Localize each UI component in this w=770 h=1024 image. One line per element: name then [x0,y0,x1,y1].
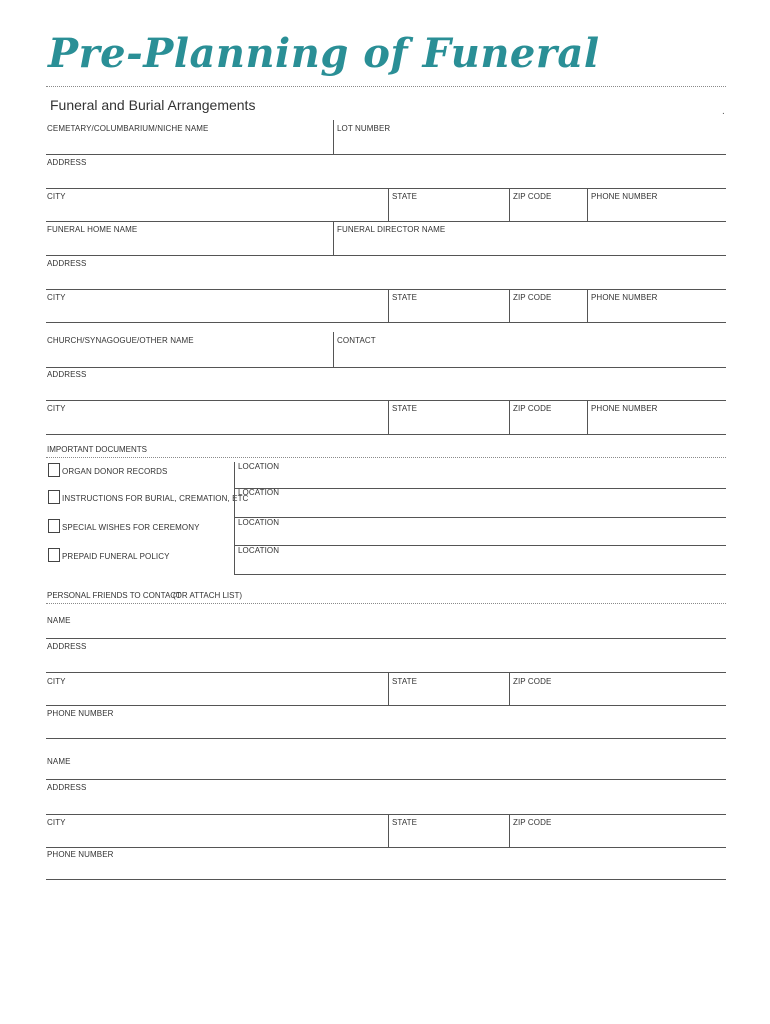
church-phone-label: PHONE NUMBER [591,404,658,413]
funeral-home-city-field[interactable] [46,322,726,323]
friends-divider [46,603,726,604]
cemetery-address-field[interactable] [46,188,726,189]
cemetery-zip-label: ZIP CODE [513,192,552,201]
cemetery-name-field[interactable] [46,154,726,155]
field-divider [388,400,389,434]
friend2-phone-label: PHONE NUMBER [47,850,114,859]
field-divider [388,289,389,322]
field-divider [509,672,510,705]
friend1-phone-label: PHONE NUMBER [47,709,114,718]
title-divider [46,86,726,87]
friend2-state-label: STATE [392,818,418,827]
field-divider [234,488,235,517]
field-divider [509,289,510,322]
church-city-field[interactable] [46,434,726,435]
field-divider [333,332,334,367]
church-zip-label: ZIP CODE [513,404,552,413]
friend1-name-label: NAME [47,616,71,625]
organ-donor-location-label: LOCATION [238,462,280,471]
ceremony-wishes-label: SPECIAL WISHES FOR CEREMONY [62,523,200,532]
ceremony-wishes-location-label: LOCATION [238,518,280,527]
friend2-address-label: ADDRESS [47,783,87,792]
documents-heading: IMPORTANT DOCUMENTS [47,445,148,454]
church-contact-label: CONTACT [337,336,376,345]
church-address-label: ADDRESS [47,370,87,379]
friend2-zip-label: ZIP CODE [513,818,552,827]
friends-heading-note: (OR ATTACH LIST) [173,591,243,600]
funeral-home-state-label: STATE [392,293,418,302]
funeral-home-name-label: FUNERAL HOME NAME [47,225,138,234]
funeral-director-label: FUNERAL DIRECTOR NAME [337,225,446,234]
burial-instructions-checkbox[interactable] [48,490,60,504]
church-name-field[interactable] [46,367,726,368]
friend2-name-field[interactable] [46,779,726,780]
burial-instructions-label: INSTRUCTIONS FOR BURIAL, CREMATION, ETC [62,494,249,503]
field-divider [388,188,389,221]
field-divider [333,120,334,154]
friend1-city-label: CITY [47,677,66,686]
burial-instructions-location-field[interactable] [234,517,726,518]
funeral-home-name-field[interactable] [46,255,726,256]
friend2-address-field[interactable] [46,814,726,815]
field-divider [388,814,389,847]
field-divider [234,545,235,574]
funeral-home-zip-label: ZIP CODE [513,293,552,302]
cemetery-phone-label: PHONE NUMBER [591,192,658,201]
friend2-phone-field[interactable] [46,879,726,880]
friend1-phone-field[interactable] [46,738,726,739]
prepaid-policy-location-field[interactable] [234,574,726,575]
cemetery-name-label: CEMETARY/COLUMBARIUM/NICHE NAME [47,124,209,133]
field-divider [587,289,588,322]
page-title: Pre-Planning of Funeral [48,30,600,77]
friend1-name-field[interactable] [46,638,726,639]
funeral-home-city-label: CITY [47,293,66,302]
church-city-label: CITY [47,404,66,413]
friend1-city-field[interactable] [46,705,726,706]
prepaid-policy-checkbox[interactable] [48,548,60,562]
burial-instructions-location-label: LOCATION [238,488,280,497]
field-divider [234,517,235,545]
organ-donor-checkbox[interactable] [48,463,60,477]
cemetery-address-label: ADDRESS [47,158,87,167]
church-name-label: CHURCH/SYNAGOGUE/OTHER NAME [47,336,194,345]
field-divider [333,221,334,255]
church-state-label: STATE [392,404,418,413]
lot-number-label: LOT NUMBER [337,124,391,133]
prepaid-policy-location-label: LOCATION [238,546,280,555]
field-divider [587,400,588,434]
funeral-home-address-label: ADDRESS [47,259,87,268]
friend2-city-field[interactable] [46,847,726,848]
cemetery-city-field[interactable] [46,221,726,222]
friend1-address-label: ADDRESS [47,642,87,651]
friend1-zip-label: ZIP CODE [513,677,552,686]
funeral-home-phone-label: PHONE NUMBER [591,293,658,302]
church-address-field[interactable] [46,400,726,401]
field-divider [509,814,510,847]
friend1-state-label: STATE [392,677,418,686]
ceremony-wishes-checkbox[interactable] [48,519,60,533]
cemetery-state-label: STATE [392,192,418,201]
friends-heading: PERSONAL FRIENDS TO CONTACT [47,591,181,600]
field-divider [587,188,588,221]
field-divider [234,462,235,488]
friend2-city-label: CITY [47,818,66,827]
ceremony-wishes-location-field[interactable] [234,545,726,546]
corner-mark: . [722,106,725,117]
organ-donor-label: ORGAN DONOR RECORDS [62,467,168,476]
friend1-address-field[interactable] [46,672,726,673]
field-divider [509,188,510,221]
friend2-name-label: NAME [47,757,71,766]
organ-donor-location-field[interactable] [234,488,726,489]
documents-divider [46,457,726,458]
cemetery-city-label: CITY [47,192,66,201]
section-subtitle: Funeral and Burial Arrangements [50,97,256,113]
prepaid-policy-label: PREPAID FUNERAL POLICY [62,552,170,561]
funeral-home-address-field[interactable] [46,289,726,290]
field-divider [509,400,510,434]
field-divider [388,672,389,705]
